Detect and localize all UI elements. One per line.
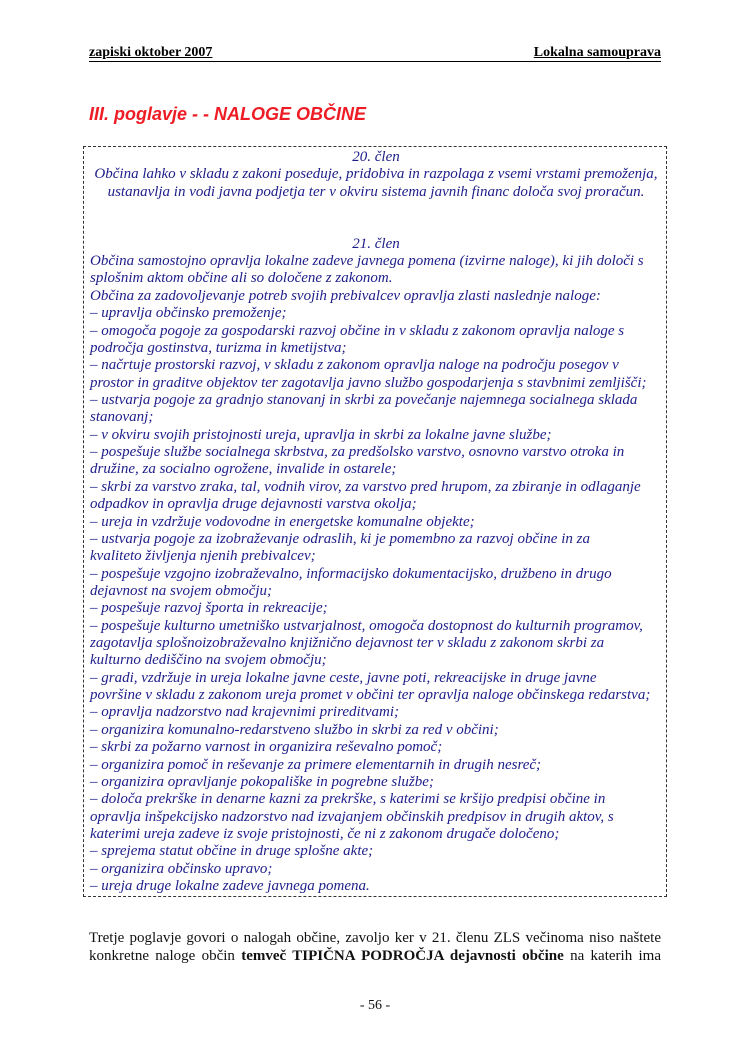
article-21-line: katerimi ureja zadeve iz svoje pristojnosti, če ni z zakonom drugače določeno; xyxy=(90,825,560,842)
article-21-line: – opravlja nadzorstvo nad krajevnimi prireditvami; xyxy=(90,704,399,721)
article-21-line: stanovanj; xyxy=(90,409,154,426)
article-21-line: splošnim aktom občine ali so določene z zakonom. xyxy=(90,270,393,287)
article-21-line: – pospešuje kulturno umetniško ustvarjalnost, omogoča dostopnost do kulturnih programov, xyxy=(90,617,643,634)
article-21-line: – organizira pomoč in reševanje za primere elementarnih in drugih nesreč; xyxy=(90,756,542,773)
article-21-line: Občina samostojno opravlja lokalne zadeve javnega pomena (izvirne naloge), ki jih določi s xyxy=(90,253,644,270)
page-number: - 56 - xyxy=(359,998,391,1013)
article-21-line: – ureja druge lokalne zadeve javnega pomena. xyxy=(90,878,370,895)
article-21-line: – ustvarja pogoje za izobraževanje odraslih, ki je pomembno za razvoj občine in za xyxy=(90,530,590,547)
body-bold-text: temveč TIPIČNA PODROČJA dejavnosti občine xyxy=(241,948,564,964)
article-21-line: kvaliteto življenja njenih prebivalcev; xyxy=(90,548,316,565)
law-excerpt-box xyxy=(83,146,667,897)
article-21-line: – pospešuje razvoj športa in rekreacije; xyxy=(90,600,328,617)
article-21-line: opravlja inšpekcijsko nadzorstvo nad izvajanjem občinskih predpisov in drugih aktov, s xyxy=(90,808,614,825)
article-21-line: Občina za zadovoljevanje potreb svojih prebivalcev opravlja zlasti naslednje naloge: xyxy=(90,287,601,304)
article-21-line: – gradi, vzdržuje in ureja lokalne javne ceste, javne poti, rekreacijske in druge javne xyxy=(90,669,597,686)
article-21-line: dejavnost na svojem območju; xyxy=(90,582,273,599)
article-21-line: – skrbi za požarno varnost in organizira reševalno pomoč; xyxy=(90,739,443,756)
article-21-line: – ustvarja pogoje za gradnjo stanovanj in skrbi za povečanje najemnega socialnega sklada xyxy=(90,392,638,408)
article-21-line: – v okviru svojih pristojnosti ureja, upravlja in skrbi za lokalne javne službe; xyxy=(90,426,552,443)
article-21-line: – pospešuje službe socialnega skrbstva, za predšolsko varstvo, osnovno varstvo otroka in xyxy=(90,444,625,461)
header-left: zapiski oktober 2007 xyxy=(89,45,213,60)
article-21-line: družine, za socialno ogrožene, invalide in ostarele; xyxy=(90,461,397,478)
article-21-line: – organizira opravljanje pokopališke in pogrebne službe; xyxy=(90,773,434,790)
article-21-line: zagotavlja splošnoizobraževalno knjižnično dejavnost ter v skladu z zakonom skrbi za xyxy=(90,635,605,652)
article-20-line: ustanavlja in vodi javna podjetja ter v okviru sistema javnih financ določa svoj proračun. xyxy=(107,183,645,200)
article-21-line: – upravlja občinsko premoženje; xyxy=(90,305,287,322)
article-21-line: odpadkov in opravlja druge dejavnosti varstva okolja; xyxy=(90,496,417,513)
running-header xyxy=(89,45,661,62)
article-21-line: površine v skladu z zakonom ureja promet v občini ter opravlja naloge občinskega redarstva; xyxy=(90,687,651,704)
chapter-title: III. poglavje - - NALOGE OBČINE xyxy=(89,104,367,124)
article-21-line: prostor in graditve objektov ter zagotavlja javno službo gospodarjenja s stavbnimi zemljišči; xyxy=(90,374,647,391)
body-text: konkretne naloge občin xyxy=(89,948,242,964)
article-21-title: 21. člen xyxy=(352,235,400,252)
article-21-line: področja gostinstva, turizma in kmetijstva; xyxy=(90,339,347,356)
article-20-line: Občina lahko v skladu z zakoni poseduje, pridobiva in razpolaga z vsemi vrstami premoženja, xyxy=(94,166,658,183)
body-paragraph xyxy=(89,929,661,965)
article-21-line: – ureja in vzdržuje vodovodne in energetske komunalne objekte; xyxy=(90,513,475,530)
body-text: na katerih ima xyxy=(563,948,662,964)
spacer xyxy=(90,201,662,236)
article-21-line: – skrbi za varstvo zraka, tal, vodnih virov, za varstvo pred hrupom, za zbiranje in odlaganje xyxy=(90,478,641,495)
article-21-line: – organizira občinsko upravo; xyxy=(90,860,273,877)
header-right: Lokalna samouprava xyxy=(533,45,661,60)
article-20-title: 20. člen xyxy=(352,149,400,165)
article-21-line: – organizira komunalno-redarstveno službo in skrbi za red v občini; xyxy=(90,721,499,738)
body-line xyxy=(89,947,661,965)
body-line: Tretje poglavje govori o nalogah občine, zavoljo ker v 21. členu ZLS večinoma niso naštete xyxy=(89,930,661,946)
article-21-line: kulturno dediščino na svojem območju; xyxy=(90,652,327,669)
article-21-line: – določa prekrške in denarne kazni za prekrške, s katerimi se kršijo predpisi občine in xyxy=(90,791,606,808)
article-21-line: – načrtuje prostorski razvoj, v skladu z zakonom opravlja naloge na področju posegov v xyxy=(90,357,619,374)
article-21-line: – sprejema statut občine in druge splošne akte; xyxy=(90,843,374,860)
law-excerpt-text xyxy=(90,149,662,895)
article-21-body xyxy=(90,253,662,895)
article-21-line: – pospešuje vzgojno izobraževalno, informacijsko dokumentacijsko, družbeno in drugo xyxy=(90,565,612,582)
article-21-line: – omogoča pogoje za gospodarski razvoj občine in v skladu z zakonom opravlja naloge s xyxy=(90,322,625,339)
